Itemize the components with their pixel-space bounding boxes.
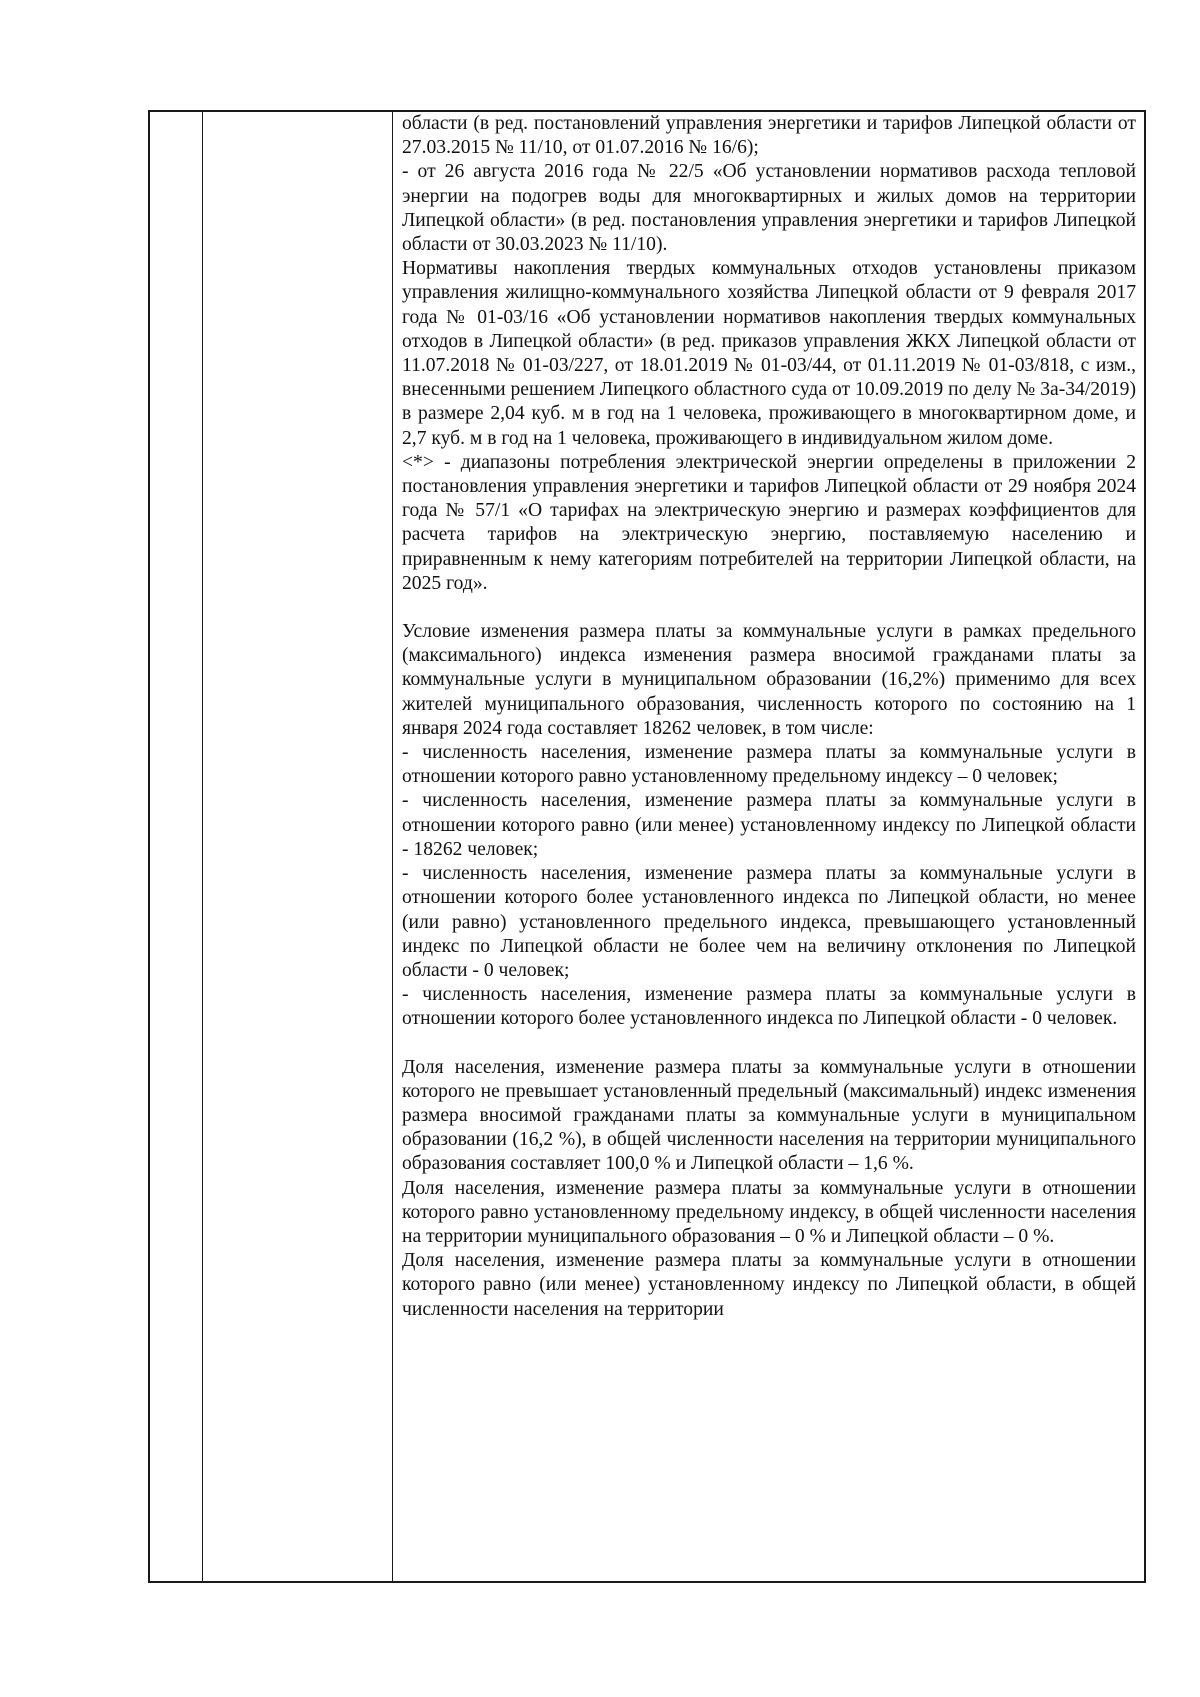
paragraph-spacer (402, 596, 1136, 620)
text-block-population (402, 620, 1136, 1031)
paragraph: Нормативы накопления твердых коммунальных отходов установлены приказом управления жилищно-коммунального хозяйства Липецкой области от 9 февраля 2017 года № 01-03/16 «Об установлении нормативов накопления твердых коммунальных отходов в Липецкой области» (в ред. приказов управления ЖКХ Липецкой области от 11.07.2018 № 01-03/227, от 18.01.2019 № 01-03/44, от 01.11.2019 № 01-03/818, с изм., внесенными решением Липецкого областного суда от 10.09.2019 по делу № 3а-34/2019) в размере 2,04 куб. м в год на 1 человека, проживающего в многоквартирном доме, и 2,7 куб. м в год на 1 человека, проживающего в индивидуальном жилом доме. (402, 258, 1136, 449)
table-column-divider (392, 112, 393, 1581)
paragraph-spacer (402, 1032, 1136, 1056)
paragraph: - численность населения, изменение размера платы за коммунальные услуги в отношении которого более установленного индекса по Липецкой области - 0 человек. (402, 984, 1136, 1030)
paragraph: Доля населения, изменение размера платы за коммунальные услуги в отношении которого не превышает установленный предельный (максимальный) индекс изменения размера вносимой гражданами платы за коммунальные услуги в муниципальном образовании (16,2 %), в общей численности населения на территории муниципального образования составляет 100,0 % и Липецкой области – 1,6 %. (402, 1056, 1136, 1175)
paragraph: Условие изменения размера платы за коммунальные услуги в рамках предельного (максимального) индекса изменения размера вносимой гражданами платы за коммунальные услуги в муниципальном образовании (16,2%) применимо для всех жителей муниципального образования, численность которого по состоянию на 1 января 2024 года составляет 18262 человек, в том числе: (402, 621, 1136, 739)
table-column-divider (202, 112, 203, 1581)
text-block-norms (402, 112, 1136, 596)
paragraph: - численность населения, изменение размера платы за коммунальные услуги в отношении которого равно установленному предельному индексу – 0 человек; (402, 742, 1136, 788)
paragraph: - численность населения, изменение размера платы за коммунальные услуги в отношении которого более установленного индекса по Липецкой области, но менее (или равно) установленного предельного индекса, превышающего установленный индекс по Липецкой области не более чем на величину отклонения по Липецкой области - 0 человек; (402, 863, 1136, 981)
document-table (148, 110, 1146, 1583)
paragraph: области (в ред. постановлений управления энергетики и тарифов Липецкой области от 27.03.2015 № 11/10, от 01.07.2016 № 16/6); (402, 113, 1136, 159)
paragraph: Доля населения, изменение размера платы за коммунальные услуги в отношении которого равно (или менее) установленному индексу по Липецкой области, в общей численности населения на территории (402, 1250, 1136, 1320)
paragraph: <*> - диапазоны потребления электрической энергии определены в приложении 2 постановления управления энергетики и тарифов Липецкой области от 29 ноября 2024 года № 57/1 «О тарифах на электрическую энергию и размерах коэффициентов для расчета тарифов на электрическую энергию, поставляемую населению и приравненным к нему категориям потребителей на территории Липецкой области, на 2025 год». (402, 451, 1136, 594)
paragraph: Доля населения, изменение размера платы за коммунальные услуги в отношении которого равно установленному предельному индексу, в общей численности населения на территории муниципального образования – 0 % и Липецкой области – 0 %. (402, 1177, 1136, 1247)
table-cell-content (402, 112, 1136, 1581)
paragraph: - от 26 августа 2016 года № 22/5 «Об установлении нормативов расхода тепловой энергии на подогрев воды для многоквартирных и жилых домов на территории Липецкой области» (в ред. постановления управления энергетики и тарифов Липецкой области от 30.03.2023 № 11/10). (402, 161, 1136, 256)
paragraph: - численность населения, изменение размера платы за коммунальные услуги в отношении которого равно (или менее) установленному индексу по Липецкой области - 18262 человек; (402, 790, 1136, 860)
text-block-shares (402, 1056, 1136, 1322)
